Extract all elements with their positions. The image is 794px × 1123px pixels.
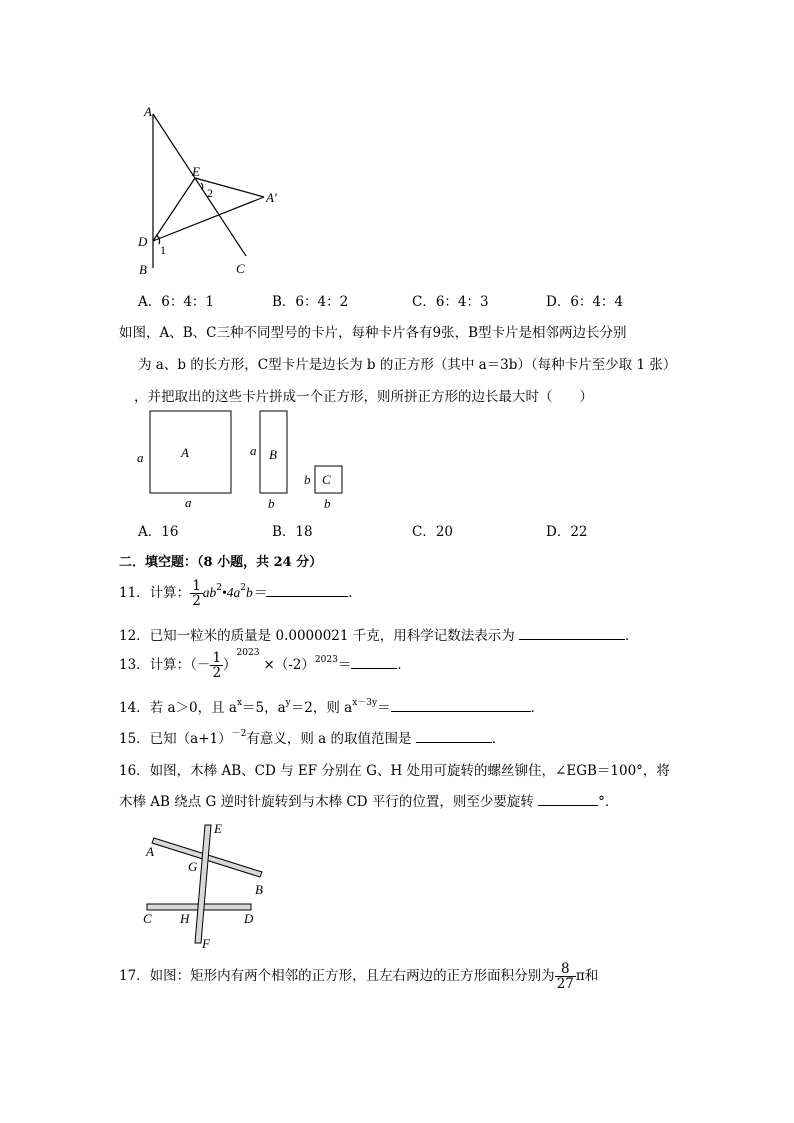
q9-label-angle1: 1 [160, 243, 166, 257]
q9-label-Aprime: A′ [266, 190, 277, 205]
q15-exp: －2 [231, 729, 247, 739]
q16-end: °． [598, 794, 619, 810]
q10-option-c: C．20 [412, 524, 454, 540]
q10-option-d: D．22 [546, 524, 588, 540]
q16-label-A: A [146, 844, 154, 859]
q13-fraction [210, 651, 223, 680]
q15-answer-blank[interactable] [416, 728, 492, 743]
q9-option-c: C．6：4：3 [412, 294, 489, 310]
q9-label-D: D [138, 234, 148, 249]
q11-tail: b＝ [245, 585, 267, 601]
q10-option-a: A．16 [138, 524, 179, 540]
q13-end: ． [397, 657, 411, 674]
q9-option-d: D．6：4：4 [546, 294, 624, 310]
q13 [119, 648, 411, 682]
q11-expr: ab [202, 585, 217, 601]
q11-fraction [190, 579, 203, 608]
q9-label-C: C [236, 261, 245, 276]
q9-label-angle2: 2 [207, 186, 213, 200]
q11-end: ． [348, 585, 362, 602]
q12 [119, 624, 639, 644]
q10-line-3: ，并把取出的这些卡片拼成一个正方形，则所拼正方形的边长最大时（ ） [134, 389, 593, 405]
q13-close: ） [223, 657, 237, 674]
q11-numerator: 1 [192, 578, 201, 594]
q9-figure [130, 96, 300, 286]
q16-label-E: E [214, 821, 222, 836]
q14-part4: ＝ [377, 700, 391, 716]
q10-figure [130, 405, 360, 515]
q14-part2: ＝5，a [242, 700, 286, 716]
q14-part3: ＝2，则 a [290, 700, 353, 716]
card-c-side: b [304, 472, 311, 487]
q14-exp-x: x [236, 698, 243, 708]
q15-prefix: 15．已知（a+1） [119, 731, 232, 747]
q14-prefix: 14．若 a＞0，且 a [119, 700, 237, 716]
card-a-bottom: a [185, 495, 192, 510]
q11 [119, 579, 362, 608]
card-c-bottom: b [324, 496, 331, 511]
section-2-heading: 二．填空题：（8 小题，共 24 分） [119, 555, 323, 570]
q16-label-C: C [143, 911, 152, 926]
q17-fraction [555, 962, 576, 991]
q17-numerator: 8 [555, 962, 576, 977]
q17-tail: π和 [575, 968, 599, 985]
q13-exp2: 2023 [314, 655, 338, 666]
q11-denominator: 2 [192, 593, 201, 610]
q17 [119, 962, 598, 991]
q14-exp-x-3y: x－3y [352, 698, 378, 708]
q12-text: 12．已知一粒米的质量是 0.0000021 千克，用科学记数法表示为 [119, 628, 515, 644]
q14-answer-blank[interactable] [391, 697, 531, 712]
q16-label-H: H [180, 911, 190, 926]
card-c-label: C [322, 472, 331, 487]
card-a-side: a [137, 450, 144, 465]
card-a [150, 411, 231, 493]
q9-label-B: B [139, 262, 147, 277]
q10-option-b: B．18 [272, 524, 313, 540]
card-b-side: a [250, 443, 257, 458]
q15 [119, 727, 505, 747]
card-a-label: A [181, 445, 189, 460]
q14-end: ． [530, 700, 545, 716]
q10-line-2: 为 a、b 的长方形，C型卡片是边长为 b 的正方形（其中 a＝3b）（每种卡片至少取 1 张） [138, 357, 677, 373]
q9-option-b: B．6：4：2 [272, 294, 349, 310]
q13-denominator: 2 [212, 665, 222, 682]
q9-option-a: A．6：4：1 [138, 294, 215, 310]
q13-numerator: 1 [212, 650, 222, 666]
q16-label-B: B [255, 882, 263, 897]
q13-exp1: 2023 [236, 648, 260, 659]
q13-eq: ＝ [337, 657, 352, 674]
q11-prefix: 11．计算： [119, 585, 191, 602]
q17-text: 17．如图：矩形内有两个相邻的正方形，且左右两边的正方形面积分别为 [119, 968, 555, 985]
q11-answer-blank[interactable] [266, 582, 348, 597]
q9-label-A: A [144, 104, 152, 119]
q16-label-F: F [202, 936, 210, 951]
q16-figure [135, 818, 285, 953]
q16-label-D: D [244, 911, 254, 926]
q17-denominator: 27 [556, 976, 574, 993]
q15-rest: 有意义，则 a 的取值范围是 [246, 731, 412, 747]
q14-exp-y: y [285, 698, 291, 708]
q11-exp2: 2 [240, 583, 246, 594]
stick-ef [195, 825, 211, 943]
q16-answer-blank[interactable] [538, 791, 598, 806]
q9-label-E: E [192, 164, 200, 179]
q16-line-1: 16．如图，木棒 AB、CD 与 EF 分别在 G、H 处用可旋转的螺丝铆住，∠EGB＝100°，将 [119, 763, 670, 779]
q16-line-2-text: 木棒 AB 绕点 G 逆时针旋转到与木棒 CD 平行的位置，则至少要旋转 [119, 794, 534, 810]
q11-exp1: 2 [216, 583, 223, 594]
q14 [119, 696, 544, 716]
q11-mid: •4a [222, 585, 241, 601]
q16-line-2 [119, 790, 618, 810]
q13-answer-blank[interactable] [351, 654, 397, 669]
q13-mid: ×（-2） [263, 657, 315, 674]
q12-end: ． [625, 628, 639, 644]
q15-end: ． [491, 731, 506, 747]
q16-label-G: G [188, 859, 198, 874]
card-b-label: B [269, 447, 277, 462]
q10-line-1: 如图，A、B、C三种不同型号的卡片，每种卡片各有9张，B型卡片是相邻两边长分别 [119, 325, 627, 341]
q12-answer-blank[interactable] [519, 625, 625, 640]
q13-prefix: 13．计算：（－ [119, 657, 211, 674]
card-b-bottom: b [268, 496, 275, 511]
